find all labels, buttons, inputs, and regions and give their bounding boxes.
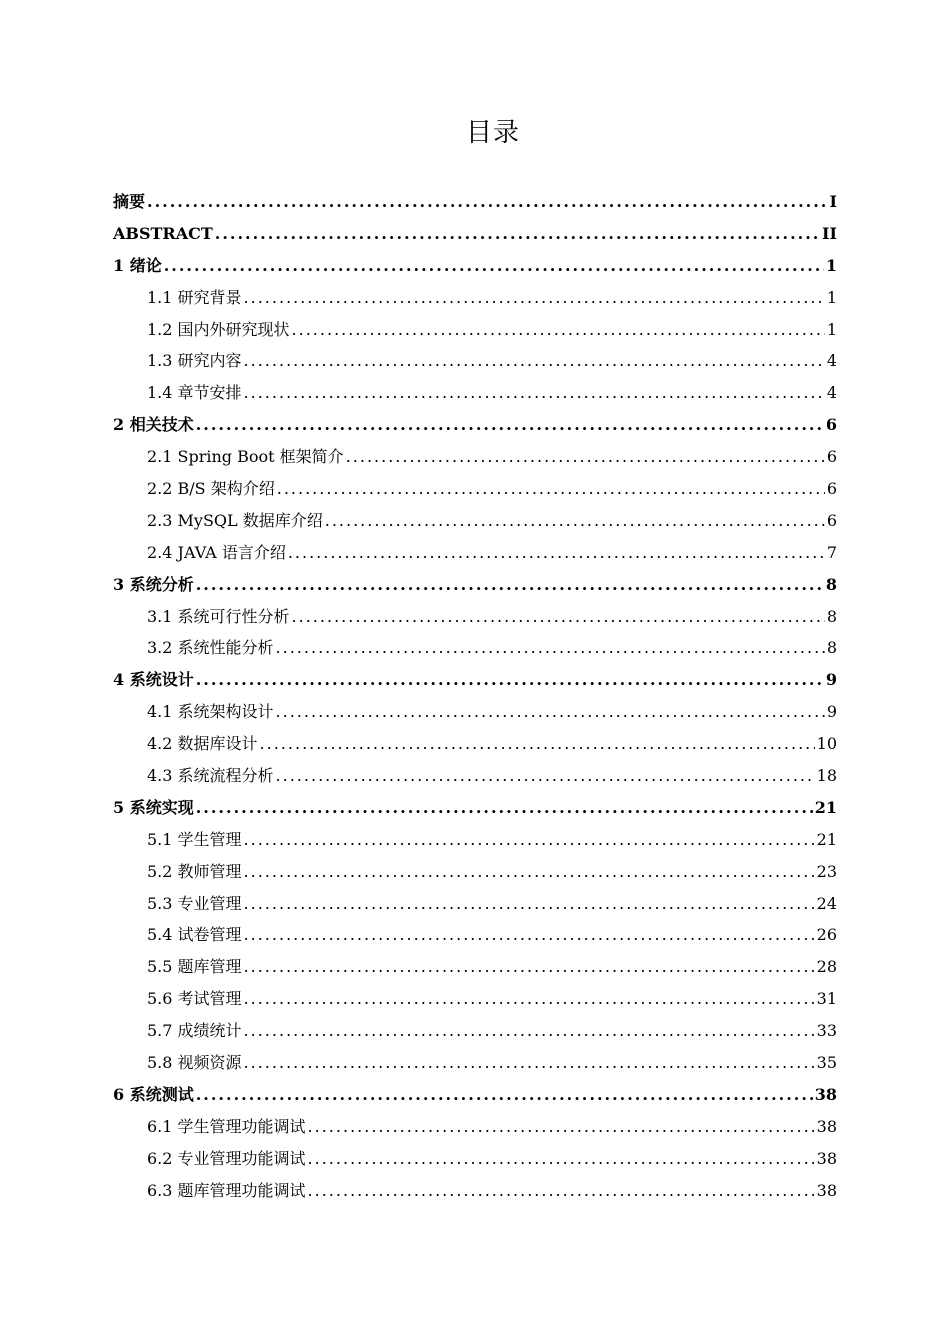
toc-dot-leader [244, 894, 815, 914]
toc-entry [113, 409, 837, 441]
toc-dot-leader [244, 1021, 815, 1041]
toc-entry-label: 2.3 MySQL 数据库介绍 [147, 510, 323, 530]
toc-dot-leader [244, 989, 815, 1009]
toc-entry [113, 314, 837, 346]
toc-dot-leader [288, 543, 825, 563]
toc-entry [113, 888, 837, 920]
toc-entry-page-number: 38 [816, 1116, 837, 1136]
toc-entry-label: 4.1 系统架构设计 [147, 702, 274, 722]
toc-entry-label: 5 系统实现 [113, 797, 194, 817]
toc-entry [113, 601, 837, 633]
toc-entry [113, 186, 837, 218]
toc-entry-label: 2.4 JAVA 语言介绍 [147, 542, 286, 562]
toc-entry [113, 250, 837, 282]
toc-entry [113, 824, 837, 856]
toc-entry-page-number: 8 [826, 638, 837, 658]
toc-entry-page-number: 33 [816, 1021, 837, 1041]
toc-entry-page-number: I [829, 191, 837, 211]
toc-entry-label: 2 相关技术 [113, 415, 194, 435]
toc-entry-page-number: 24 [816, 893, 837, 913]
toc-dot-leader [244, 957, 815, 977]
toc-entry-label: 3.1 系统可行性分析 [147, 606, 290, 626]
toc-dot-leader [260, 734, 815, 754]
toc-dot-leader [292, 607, 825, 627]
toc-entry [113, 632, 837, 664]
toc-dot-leader [244, 383, 825, 403]
toc-dot-leader [308, 1149, 815, 1169]
toc-entry-label: 5.8 视频资源 [147, 1052, 242, 1072]
toc-entry [113, 983, 837, 1015]
toc-entry-label: 摘要 [113, 191, 146, 211]
toc-entry-label: 1 绪论 [113, 255, 162, 275]
toc-dot-leader [244, 351, 825, 371]
toc-dot-leader [276, 766, 815, 786]
toc-entry-page-number: II [822, 223, 837, 243]
toc-entry [113, 1079, 837, 1111]
toc-entry [113, 441, 837, 473]
toc-entry [113, 505, 837, 537]
toc-entry-page-number: 31 [816, 989, 837, 1009]
toc-dot-leader [325, 511, 825, 531]
toc-entry-page-number: 4 [826, 383, 837, 403]
toc-entry-label: 5.5 题库管理 [147, 957, 242, 977]
toc-entry [113, 377, 837, 409]
toc-entry-label: 4.2 数据库设计 [147, 734, 258, 754]
toc-entry-label: 5.2 教师管理 [147, 861, 242, 881]
toc-entry [113, 664, 837, 696]
toc-dot-leader [196, 575, 824, 595]
toc-entry-label: 5.4 试卷管理 [147, 925, 242, 945]
toc-dot-leader [244, 288, 825, 308]
toc-dot-leader [308, 1117, 815, 1137]
toc-entry-page-number: 21 [814, 797, 837, 817]
toc-entry-label: 6.2 专业管理功能调试 [147, 1148, 306, 1168]
toc-entry-page-number: 38 [814, 1084, 837, 1104]
toc-entry-label: 5.7 成绩统计 [147, 1021, 242, 1041]
toc-entry-label: 3 系统分析 [113, 574, 194, 594]
toc-dot-leader [292, 320, 825, 340]
toc-entry-page-number: 6 [826, 478, 837, 498]
toc-entry-label: ABSTRACT [113, 223, 213, 243]
toc-dot-leader [308, 1181, 815, 1201]
toc-entry-label: 6.3 题库管理功能调试 [147, 1180, 306, 1200]
toc-list [113, 186, 837, 1207]
toc-entry-label: 1.1 研究背景 [147, 287, 242, 307]
toc-entry [113, 1047, 837, 1079]
toc-entry-page-number: 26 [816, 925, 837, 945]
toc-entry-label: 1.4 章节安排 [147, 383, 242, 403]
toc-entry-page-number: 6 [826, 510, 837, 530]
toc-entry-label: 1.2 国内外研究现状 [147, 319, 290, 339]
toc-entry [113, 218, 837, 250]
toc-dot-leader [147, 192, 828, 212]
toc-entry-page-number: 23 [816, 861, 837, 881]
toc-dot-leader [196, 415, 824, 435]
toc-entry-label: 6.1 学生管理功能调试 [147, 1116, 306, 1136]
toc-entry [113, 919, 837, 951]
toc-entry-label: 2.2 B/S 架构介绍 [147, 478, 275, 498]
toc-dot-leader [346, 447, 825, 467]
toc-entry [113, 728, 837, 760]
toc-dot-leader [196, 798, 813, 818]
toc-entry-label: 5.6 考试管理 [147, 989, 242, 1009]
toc-entry [113, 345, 837, 377]
toc-entry-label: 6 系统测试 [113, 1084, 194, 1104]
toc-entry [113, 473, 837, 505]
toc-entry-label: 4 系统设计 [113, 670, 194, 690]
toc-entry [113, 951, 837, 983]
toc-entry-page-number: 1 [826, 287, 837, 307]
toc-entry-page-number: 9 [826, 702, 837, 722]
toc-entry [113, 856, 837, 888]
toc-title: 目录 [465, 118, 520, 148]
toc-entry-label: 1.3 研究内容 [147, 351, 242, 371]
toc-entry [113, 569, 837, 601]
toc-entry [113, 282, 837, 314]
toc-dot-leader [244, 925, 815, 945]
toc-entry-label: 3.2 系统性能分析 [147, 638, 274, 658]
toc-entry [113, 1111, 837, 1143]
toc-entry [113, 760, 837, 792]
toc-entry-page-number: 8 [826, 606, 837, 626]
toc-entry-page-number: 38 [816, 1180, 837, 1200]
toc-dot-leader [277, 479, 825, 499]
toc-entry-page-number: 6 [825, 415, 837, 435]
toc-dot-leader [196, 1085, 813, 1105]
toc-dot-leader [164, 256, 824, 276]
toc-entry-label: 5.1 学生管理 [147, 829, 242, 849]
toc-entry [113, 696, 837, 728]
toc-entry [113, 1143, 837, 1175]
toc-entry-page-number: 38 [816, 1148, 837, 1168]
toc-dot-leader [276, 638, 825, 658]
toc-entry-label: 5.3 专业管理 [147, 893, 242, 913]
toc-entry-label: 2.1 Spring Boot 框架简介 [147, 447, 344, 467]
toc-dot-leader [215, 224, 820, 244]
toc-entry-page-number: 1 [825, 255, 837, 275]
toc-dot-leader [244, 862, 815, 882]
toc-entry-page-number: 6 [826, 447, 837, 467]
toc-entry-page-number: 1 [826, 319, 837, 339]
toc-entry-page-number: 18 [816, 765, 837, 785]
toc-entry [113, 537, 837, 569]
toc-entry-page-number: 35 [816, 1052, 837, 1072]
toc-entry-page-number: 10 [816, 734, 837, 754]
toc-entry-page-number: 9 [825, 670, 837, 690]
toc-entry [113, 1175, 837, 1207]
toc-entry-label: 4.3 系统流程分析 [147, 765, 274, 785]
toc-dot-leader [276, 702, 825, 722]
toc-entry-page-number: 7 [826, 542, 837, 562]
toc-dot-leader [196, 670, 824, 690]
toc-entry [113, 792, 837, 824]
toc-entry-page-number: 28 [816, 957, 837, 977]
toc-entry-page-number: 8 [825, 574, 837, 594]
toc-dot-leader [244, 1053, 815, 1073]
toc-dot-leader [244, 830, 815, 850]
toc-entry-page-number: 4 [826, 351, 837, 371]
toc-entry [113, 1015, 837, 1047]
toc-entry-page-number: 21 [816, 829, 837, 849]
